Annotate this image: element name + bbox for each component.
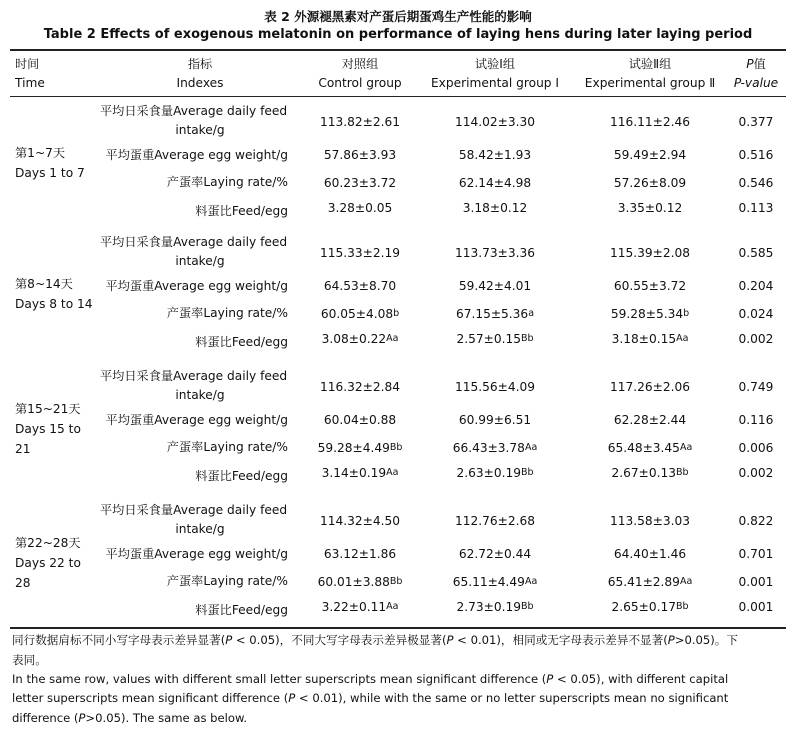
value-text: 60.55±3.72 bbox=[613, 279, 687, 293]
exp1-value bbox=[420, 573, 570, 592]
index-label: 平均日采食量Average daily feed bbox=[100, 104, 288, 118]
period-label-cn: 第1~7天 bbox=[15, 146, 66, 160]
exp1-value bbox=[420, 464, 570, 483]
value-text: 59.28±5.34 bbox=[610, 307, 684, 321]
value-text: 60.99±6.51 bbox=[458, 413, 532, 427]
exp2-value bbox=[575, 113, 725, 132]
period-label-en: Days 15 to bbox=[15, 422, 81, 436]
index-label: 平均蛋重Average egg weight/g bbox=[105, 148, 288, 162]
bottom-rule bbox=[10, 627, 786, 629]
index-label: 平均日采食量Average daily feed bbox=[100, 369, 288, 383]
p-value: 0.116 bbox=[738, 413, 774, 427]
exp2-value bbox=[575, 411, 725, 430]
value-text: 65.41±2.89 bbox=[607, 575, 680, 589]
footnote-italic: P bbox=[546, 672, 554, 686]
value-text: 62.14±4.98 bbox=[458, 176, 532, 190]
significance-superscript: Aa bbox=[524, 576, 538, 587]
significance-superscript: Aa bbox=[679, 442, 693, 453]
control-value bbox=[305, 277, 415, 296]
period-label-cn: 第8~14天 bbox=[15, 277, 73, 291]
control-value bbox=[305, 598, 415, 617]
footnote-text: < 0.05)，不同大写字母表示差异极显著( bbox=[232, 633, 447, 647]
exp2-value bbox=[575, 146, 725, 165]
value-text: 2.67±0.13 bbox=[611, 466, 676, 480]
value-text: 62.72±0.44 bbox=[458, 547, 532, 561]
exp2-value bbox=[575, 277, 725, 296]
exp2-value bbox=[575, 305, 725, 324]
exp1-value bbox=[420, 277, 570, 296]
index-label: 产蛋率Laying rate/% bbox=[166, 306, 288, 320]
control-value bbox=[305, 464, 415, 483]
significance-superscript: Bb bbox=[520, 467, 534, 478]
significance-superscript: Bb bbox=[675, 467, 689, 478]
footnote-text: 表同。 bbox=[12, 653, 47, 667]
index-label-cont: intake/g bbox=[175, 522, 225, 536]
value-text: 115.33±2.19 bbox=[320, 246, 400, 260]
footnote-line bbox=[12, 631, 788, 651]
index-label: 产蛋率Laying rate/% bbox=[166, 440, 288, 454]
header-pvalue-en bbox=[728, 74, 784, 93]
control-value bbox=[305, 113, 415, 132]
value-text: 65.11±4.49 bbox=[452, 575, 525, 589]
control-value bbox=[305, 512, 415, 531]
header-control-cn: 对照组 bbox=[341, 57, 379, 71]
value-text: 66.43±3.78 bbox=[452, 441, 525, 455]
period-label-en: 28 bbox=[15, 576, 31, 590]
value-text: 67.15±5.36 bbox=[455, 307, 529, 321]
index-label: 产蛋率Laying rate/% bbox=[166, 175, 288, 189]
header-exp2-cn: 试验Ⅱ组 bbox=[628, 57, 672, 71]
value-text: 115.39±2.08 bbox=[610, 246, 690, 260]
footnote-text: In the same row, values with different small letter superscripts mean significant difference ( bbox=[12, 672, 547, 686]
index-label: 平均日采食量Average daily feed bbox=[100, 235, 288, 249]
value-text: 113.82±2.61 bbox=[320, 115, 400, 129]
exp1-value bbox=[420, 598, 570, 617]
significance-superscript: a bbox=[528, 308, 535, 319]
footnote-text: 同行数据肩标不同小写字母表示差异显著( bbox=[12, 633, 226, 647]
index-label: 平均日采食量Average daily feed bbox=[100, 503, 288, 517]
p-value: 0.006 bbox=[738, 441, 774, 455]
value-text: 113.73±3.36 bbox=[455, 246, 535, 260]
control-value bbox=[305, 174, 415, 193]
p-value: 0.822 bbox=[738, 514, 774, 528]
footnote-text: >0.05)。下 bbox=[674, 633, 738, 647]
footnote-text: < 0.01), while with the same or no letter superscripts mean no significant bbox=[295, 691, 729, 705]
value-text: 60.23±3.72 bbox=[323, 176, 397, 190]
value-text: 113.58±3.03 bbox=[610, 514, 690, 528]
significance-superscript: Bb bbox=[389, 442, 403, 453]
value-text: 62.28±2.44 bbox=[613, 413, 687, 427]
value-text: 60.01±3.88 bbox=[317, 575, 390, 589]
index-label: 料蛋比Feed/egg bbox=[195, 469, 288, 483]
exp2-value bbox=[575, 545, 725, 564]
value-text: 3.18±0.15 bbox=[611, 332, 677, 346]
header-pvalue-cn bbox=[728, 55, 784, 74]
value-text: 3.22±0.11 bbox=[321, 600, 387, 614]
p-value: 0.749 bbox=[738, 380, 774, 394]
p-value: 0.001 bbox=[738, 600, 774, 614]
p-label-cn: 值 bbox=[753, 57, 766, 71]
exp1-value bbox=[420, 199, 570, 218]
significance-superscript: Bb bbox=[675, 601, 689, 612]
p-value: 0.113 bbox=[738, 201, 774, 215]
header-exp2-en: Experimental group Ⅱ bbox=[584, 76, 716, 90]
footnote-line bbox=[12, 651, 788, 671]
value-text: 2.73±0.19 bbox=[456, 600, 521, 614]
exp2-value bbox=[575, 330, 725, 349]
header-index-en: Indexes bbox=[176, 76, 224, 90]
index-label: 料蛋比Feed/egg bbox=[195, 335, 288, 349]
value-text: 117.26±2.06 bbox=[610, 380, 690, 394]
value-text: 115.56±4.09 bbox=[455, 380, 535, 394]
header-time-en: Time bbox=[15, 76, 45, 90]
control-value bbox=[305, 305, 415, 324]
exp1-value bbox=[420, 305, 570, 324]
footnote-text: < 0.05), with different capital bbox=[553, 672, 729, 686]
header-rule bbox=[10, 96, 786, 97]
exp1-value bbox=[420, 244, 570, 263]
period-label-cn: 第15~21天 bbox=[15, 402, 81, 416]
value-text: 2.63±0.19 bbox=[456, 466, 521, 480]
significance-superscript: Aa bbox=[386, 467, 399, 478]
value-text: 60.05±4.08 bbox=[320, 307, 394, 321]
p-value: 0.377 bbox=[738, 115, 774, 129]
value-text: 116.11±2.46 bbox=[610, 115, 690, 129]
significance-superscript: Bb bbox=[520, 333, 534, 344]
table-caption-cn: 表 2 外源褪黑素对产蛋后期蛋鸡生产性能的影响 bbox=[264, 9, 532, 24]
value-text: 3.18±0.12 bbox=[462, 201, 528, 215]
exp2-value bbox=[575, 439, 725, 458]
index-label: 平均蛋重Average egg weight/g bbox=[105, 279, 288, 293]
value-text: 64.53±8.70 bbox=[323, 279, 397, 293]
value-text: 64.40±1.46 bbox=[613, 547, 687, 561]
value-text: 3.28±0.05 bbox=[327, 201, 393, 215]
header-control-en: Control group bbox=[318, 76, 402, 90]
significance-superscript: Aa bbox=[386, 333, 399, 344]
exp2-value bbox=[575, 573, 725, 592]
control-value bbox=[305, 330, 415, 349]
value-text: 3.35±0.12 bbox=[617, 201, 683, 215]
exp1-value bbox=[420, 113, 570, 132]
control-value bbox=[305, 545, 415, 564]
exp1-value bbox=[420, 330, 570, 349]
value-text: 116.32±2.84 bbox=[320, 380, 400, 394]
significance-superscript: Bb bbox=[520, 601, 534, 612]
footnote-italic: P bbox=[78, 711, 86, 725]
significance-superscript: Aa bbox=[386, 601, 399, 612]
value-text: 3.14±0.19 bbox=[321, 466, 387, 480]
value-text: 112.76±2.68 bbox=[455, 514, 535, 528]
footnote-line bbox=[12, 689, 788, 709]
value-text: 2.57±0.15 bbox=[456, 332, 521, 346]
control-value bbox=[305, 573, 415, 592]
period-label-en: Days 1 to 7 bbox=[15, 166, 85, 180]
p-value: 0.001 bbox=[738, 575, 774, 589]
value-text: 65.48±3.45 bbox=[607, 441, 680, 455]
control-value bbox=[305, 199, 415, 218]
header-exp1-cn: 试验Ⅰ组 bbox=[474, 57, 516, 71]
exp1-value bbox=[420, 411, 570, 430]
p-value: 0.701 bbox=[738, 547, 774, 561]
exp2-value bbox=[575, 378, 725, 397]
index-label: 料蛋比Feed/egg bbox=[195, 204, 288, 218]
exp1-value bbox=[420, 545, 570, 564]
index-label: 平均蛋重Average egg weight/g bbox=[105, 413, 288, 427]
control-value bbox=[305, 378, 415, 397]
index-label: 平均蛋重Average egg weight/g bbox=[105, 547, 288, 561]
index-label: 产蛋率Laying rate/% bbox=[166, 574, 288, 588]
index-label-cont: intake/g bbox=[175, 123, 225, 137]
exp1-value bbox=[420, 146, 570, 165]
p-value: 0.204 bbox=[738, 279, 774, 293]
index-label-cont: intake/g bbox=[175, 388, 225, 402]
footnote-italic: P bbox=[225, 633, 233, 647]
control-value bbox=[305, 146, 415, 165]
value-text: 57.86±3.93 bbox=[323, 148, 397, 162]
exp2-value bbox=[575, 244, 725, 263]
value-text: 3.08±0.22 bbox=[321, 332, 387, 346]
significance-superscript: b bbox=[393, 308, 400, 319]
significance-superscript: Aa bbox=[524, 442, 538, 453]
significance-superscript: Aa bbox=[676, 333, 689, 344]
significance-superscript: Aa bbox=[679, 576, 693, 587]
header-exp1-en: Experimental group Ⅰ bbox=[430, 76, 559, 90]
value-text: 57.26±8.09 bbox=[613, 176, 687, 190]
top-rule bbox=[10, 49, 786, 51]
value-text: 59.49±2.94 bbox=[613, 148, 687, 162]
index-label-cont: intake/g bbox=[175, 254, 225, 268]
exp2-value bbox=[575, 199, 725, 218]
p-value: 0.002 bbox=[738, 332, 774, 346]
footnote-italic: P bbox=[667, 633, 675, 647]
period-label-en: Days 8 to 14 bbox=[15, 297, 93, 311]
exp1-value bbox=[420, 439, 570, 458]
p-label-en: P-value bbox=[733, 76, 779, 90]
exp2-value bbox=[575, 174, 725, 193]
footnote-text: difference ( bbox=[12, 711, 79, 725]
control-value bbox=[305, 439, 415, 458]
index-label: 料蛋比Feed/egg bbox=[195, 603, 288, 617]
value-text: 2.65±0.17 bbox=[611, 600, 676, 614]
footnote-italic: P bbox=[288, 691, 296, 705]
footnote-line bbox=[12, 670, 788, 690]
p-letter: P bbox=[746, 57, 754, 71]
period-label-en: Days 22 to bbox=[15, 556, 81, 570]
exp2-value bbox=[575, 512, 725, 531]
header-time-cn: 时间 bbox=[15, 57, 40, 71]
control-value bbox=[305, 244, 415, 263]
value-text: 59.42±4.01 bbox=[458, 279, 532, 293]
period-label-cn: 第22~28天 bbox=[15, 536, 81, 550]
value-text: 114.32±4.50 bbox=[320, 514, 400, 528]
footnote-text: >0.05). The same as below. bbox=[85, 711, 248, 725]
header-index-cn: 指标 bbox=[187, 57, 213, 71]
footnote-text: letter superscripts mean significant difference ( bbox=[12, 691, 289, 705]
p-value: 0.546 bbox=[738, 176, 774, 190]
significance-superscript: Bb bbox=[389, 576, 403, 587]
exp1-value bbox=[420, 378, 570, 397]
exp1-value bbox=[420, 512, 570, 531]
p-value: 0.002 bbox=[738, 466, 774, 480]
value-text: 63.12±1.86 bbox=[323, 547, 397, 561]
value-text: 60.04±0.88 bbox=[323, 413, 397, 427]
exp1-value bbox=[420, 174, 570, 193]
p-value: 0.585 bbox=[738, 246, 774, 260]
period-label-en: 21 bbox=[15, 442, 31, 456]
significance-superscript: b bbox=[683, 308, 690, 319]
exp2-value bbox=[575, 598, 725, 617]
value-text: 58.42±1.93 bbox=[458, 148, 532, 162]
p-value: 0.516 bbox=[738, 148, 774, 162]
footnote-italic: P bbox=[446, 633, 454, 647]
p-value: 0.024 bbox=[738, 307, 774, 321]
value-text: 114.02±3.30 bbox=[455, 115, 535, 129]
footnote-text: < 0.01)，相同或无字母表示差异不显著( bbox=[453, 633, 668, 647]
value-text: 59.28±4.49 bbox=[317, 441, 390, 455]
control-value bbox=[305, 411, 415, 430]
footnote-line bbox=[12, 709, 788, 729]
exp2-value bbox=[575, 464, 725, 483]
table-caption-en: Table 2 Effects of exogenous melatonin on performance of laying hens during later laying period bbox=[43, 27, 753, 42]
